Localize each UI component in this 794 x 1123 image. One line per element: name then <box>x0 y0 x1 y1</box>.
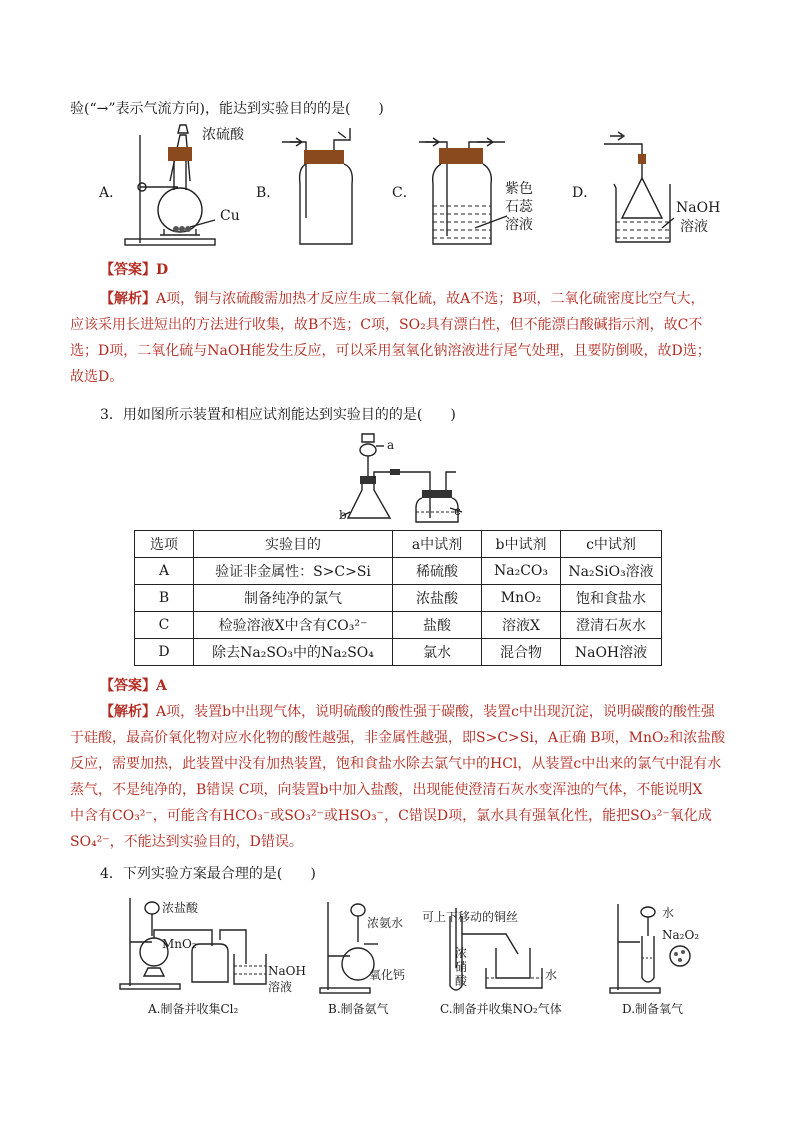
table-cell: 溶液X <box>482 612 561 639</box>
q3-analysis-line-2: 于硅酸，最高价氧化物对应水化物的酸性越强，非金属性越强，即S>C>Si，A正确 B项，MnO₂和浓盐酸 <box>70 730 726 746</box>
q3-answer-tag: 【答案】 <box>100 678 156 694</box>
table-header: b中试剂 <box>482 531 561 558</box>
table-cell: 混合物 <box>482 639 561 666</box>
q4-caption-b: B.制备氨气 <box>328 1002 389 1016</box>
q4-caption-d: D.制备氧气 <box>622 1002 684 1016</box>
q2-analysis-tag: 【解析】 <box>100 291 156 307</box>
q2-label-litmus-1: 紫色 <box>505 181 533 197</box>
q2-apparatus-d <box>600 132 680 247</box>
q3-label-a: a <box>387 438 395 452</box>
table-cell: B <box>135 585 194 612</box>
q4-caption-c: C.制备并收集NO₂气体 <box>440 1002 562 1016</box>
q4-stem: 4．下列实验方案最合理的是( ) <box>100 866 316 882</box>
table-cell: 盐酸 <box>393 612 482 639</box>
q3-analysis-tag: 【解析】 <box>100 704 156 720</box>
q2-label-naoh-1: NaOH <box>676 200 721 216</box>
q4-label-a-naoh-2: 溶液 <box>268 980 293 994</box>
q2-label-conc-h2so4: 浓硫酸 <box>202 127 244 143</box>
q3-analysis-line-6: SO₄²⁻，不能达到实验目的，D错误。 <box>70 834 303 850</box>
q2-option-a-label: A． <box>99 185 124 201</box>
q2-answer-tag: 【答案】 <box>100 262 156 278</box>
q4-label-c-hno3-3: 酸 <box>455 974 468 988</box>
q2-answer-value: D <box>156 262 169 278</box>
table-cell: 稀硫酸 <box>393 558 482 585</box>
table-cell: Na₂CO₃ <box>482 558 561 585</box>
table-header: a中试剂 <box>393 531 482 558</box>
q3-label-c: c <box>454 504 461 518</box>
q4-apparatus-d <box>608 902 698 997</box>
q3-stem: 3．用如图所示装置和相应试剂能达到实验目的的是( ) <box>100 407 456 423</box>
table-cell: 除去Na₂SO₃中的Na₂SO₄ <box>194 639 393 666</box>
q4-label-c-hno3-2: 硝 <box>455 960 468 974</box>
table-cell: NaOH溶液 <box>561 639 662 666</box>
table-cell: 饱和食盐水 <box>561 585 662 612</box>
table-header: 选项 <box>135 531 194 558</box>
q3-options-table <box>134 530 662 666</box>
q2-label-litmus-2: 石蕊 <box>505 199 533 215</box>
table-cell: 验证非金属性：S>C>Si <box>194 558 393 585</box>
table-cell: 制备纯净的氯气 <box>194 585 393 612</box>
q2-answer-line <box>100 258 168 283</box>
table-header: c中试剂 <box>561 531 662 558</box>
q2-analysis-line-4: 故选D。 <box>70 369 124 385</box>
q4-label-c-hno3-1: 浓 <box>455 946 468 960</box>
table-row <box>135 639 662 666</box>
q4-label-b-nh3: 浓氨水 <box>367 916 404 930</box>
q2-label-cu: Cu <box>220 208 240 224</box>
q4-label-c-wire: 可上下移动的铜丝 <box>422 910 519 924</box>
table-cell: 氯水 <box>393 639 482 666</box>
q3-answer-value: A <box>156 678 167 694</box>
table-cell: MnO₂ <box>482 585 561 612</box>
table-cell: A <box>135 558 194 585</box>
q3-apparatus <box>338 432 468 524</box>
q4-label-c-water: 水 <box>545 968 558 982</box>
q4-label-b-cao: 氧化钙 <box>369 968 406 982</box>
q3-analysis-line-1: 【解析】A项，装置b中出现气体，说明硫酸的酸性强于碳酸，装置c中出现沉淀，说明碳酸的酸性强 <box>100 704 715 720</box>
table-row <box>135 558 662 585</box>
q3-analysis-line-4: 蒸气，不是纯净的，B错误 C项，向装置b中加入盐酸，出现能使澄清石灰水变浑浊的气体，不能说明X <box>70 782 703 798</box>
q2-analysis-line-2: 应该采用长进短出的方法进行收集，故B不选；C项，SO₂具有漂白性，但不能漂白酸碱指示剂，故C不 <box>70 317 703 333</box>
table-row <box>135 612 662 639</box>
table-header-row <box>135 531 662 558</box>
q4-label-d-na2o2: Na₂O₂ <box>662 928 700 942</box>
q2-analysis-line-3: 选；D项，二氧化硫与NaOH能发生反应，可以采用氢氧化钠溶液进行尾气处理，且要防倒吸，故D选； <box>70 343 711 359</box>
q2-apparatus-c <box>415 128 505 253</box>
q4-label-a-mno2: MnO₂ <box>162 937 197 951</box>
q4-label-d-water: 水 <box>662 906 675 920</box>
q2-label-naoh-2: 溶液 <box>680 219 708 235</box>
q2-apparatus-b <box>278 128 368 253</box>
q2-option-c-label: C． <box>392 185 417 201</box>
q3-analysis-line-3: 反应，需要加热，此装置中没有加热装置，饱和食盐水除去氯气中的HCl，从装置c中出来的氯气中混有水 <box>70 756 722 772</box>
table-row <box>135 585 662 612</box>
q2-option-d-label: D． <box>572 185 598 201</box>
table-cell: 检验溶液X中含有CO₃²⁻ <box>194 612 393 639</box>
q2-stem: 验(“→”表示气流方向)，能达到实验目的的是( ) <box>70 101 384 117</box>
q2-label-litmus-3: 溶液 <box>505 217 533 233</box>
q4-label-a-hcl: 浓盐酸 <box>162 901 199 915</box>
q2-analysis-line-1: 【解析】A项，铜与浓硫酸需加热才反应生成二氧化硫，故A不选；B项，二氧化硫密度比空气大， <box>100 291 705 307</box>
q4-label-a-naoh-1: NaOH <box>268 964 306 978</box>
q4-apparatus-b <box>318 898 398 998</box>
q2-option-b-label: B． <box>256 185 281 201</box>
table-cell: 浓盐酸 <box>393 585 482 612</box>
q3-analysis-line-5: 中含有CO₃²⁻，可能含有HCO₃⁻或SO₃²⁻或HSO₃⁻，C错误D项，氯水具有强氧化性，能把SO₃²⁻氧化成 <box>70 808 712 824</box>
table-cell: C <box>135 612 194 639</box>
table-header: 实验目的 <box>194 531 393 558</box>
q3-answer-line <box>100 674 167 699</box>
table-cell: Na₂SiO₃溶液 <box>561 558 662 585</box>
table-cell: D <box>135 639 194 666</box>
q3-label-b: b <box>339 508 347 522</box>
table-cell: 澄清石灰水 <box>561 612 662 639</box>
q4-caption-a: A.制备并收集Cl₂ <box>148 1002 239 1016</box>
